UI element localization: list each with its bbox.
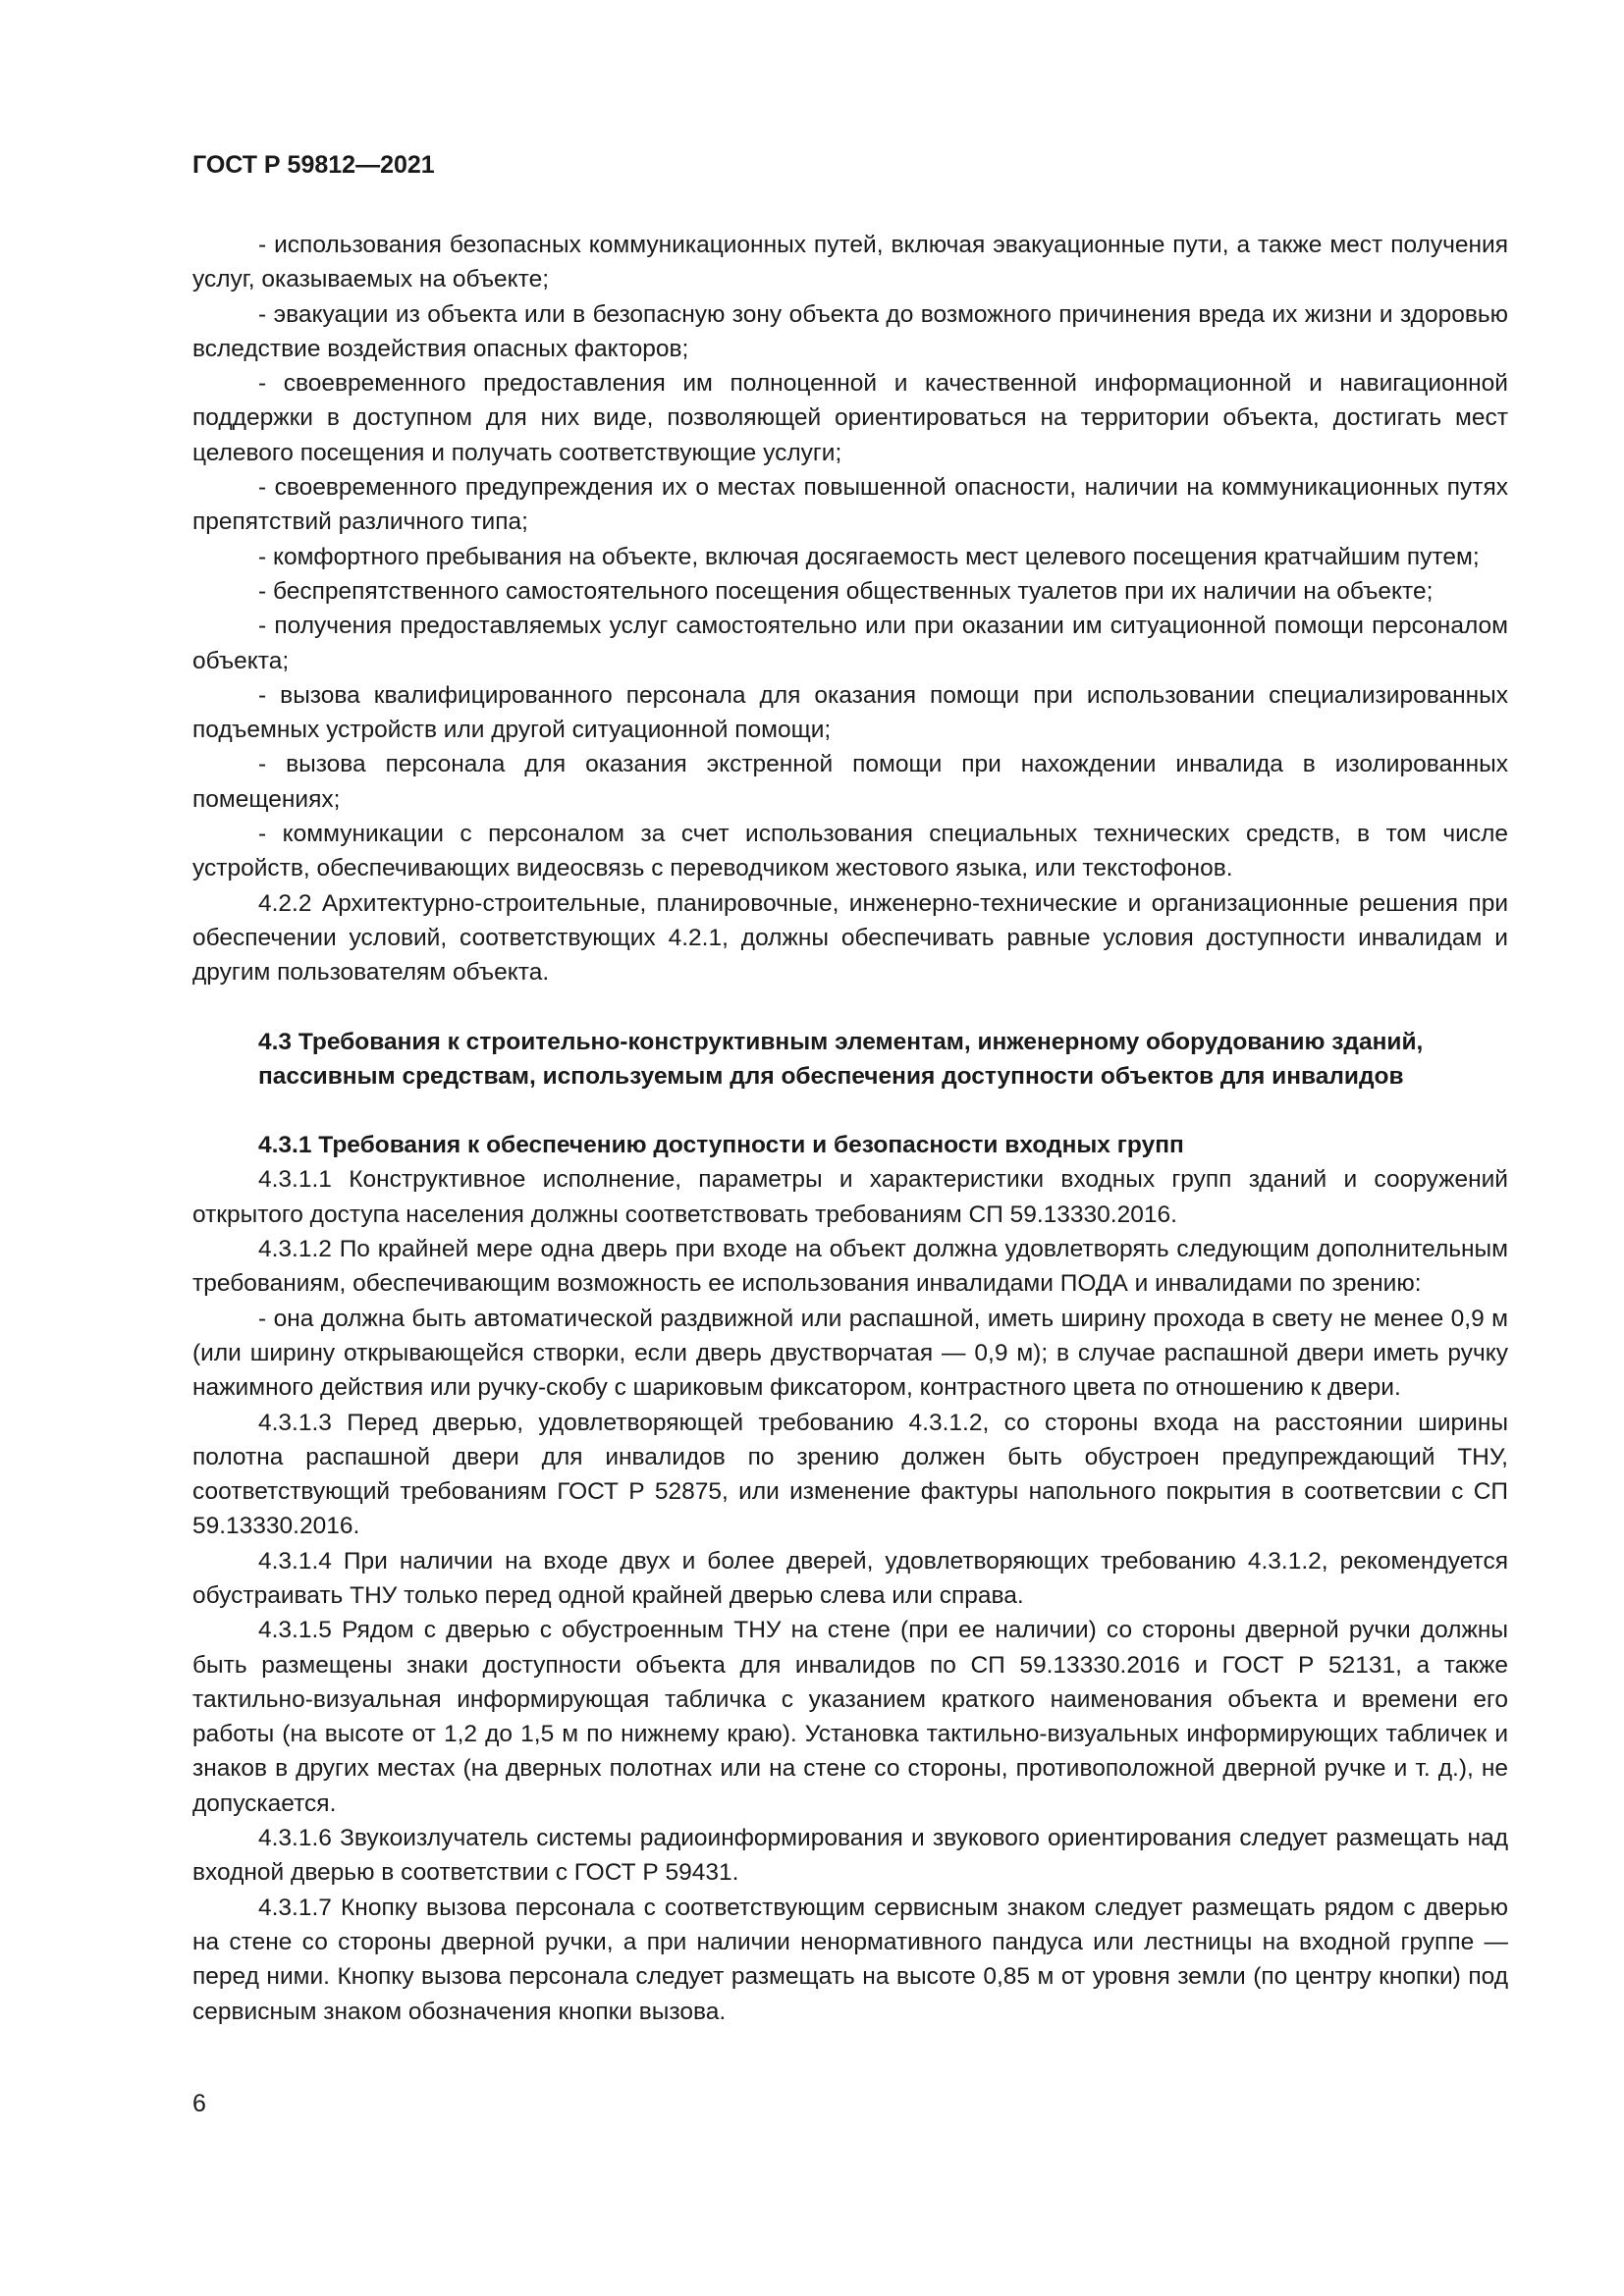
list-item-paragraph: - вызова персонала для оказания экстренной помощи при нахождении инвалида в изолированных помещениях; xyxy=(192,751,1508,813)
list-item-paragraph: - получения предоставляемых услуг самостоятельно или при оказании им ситуационной помощи персоналом объекта; xyxy=(192,613,1508,674)
list-item-paragraph: - использования безопасных коммуникационных путей, включая эвакуационные пути, а также мест получения услуг, оказываемых на объекте; xyxy=(192,232,1508,294)
list-item-paragraph: - беспрепятственного самостоятельного посещения общественных туалетов при их наличии на объекте; xyxy=(258,577,1434,605)
section-heading-4-3: 4.3 Требования к строительно-конструктивным элементам, инженерному оборудованию зданий, пассивным средствам, используемым для обеспечения доступности объектов для инвалидов xyxy=(258,1028,1424,1090)
subsection-heading-4-3-1: 4.3.1 Требования к обеспечению доступности и безопасности входных групп xyxy=(258,1132,1184,1159)
list-item-paragraph: - она должна быть автоматической раздвижной или распашной, иметь ширину прохода в свету не менее 0,9 м (или ширину открывающейся створки, если дверь двустворчатая — 0,9 м); в случае распашной двери иметь ручку нажимного действия или ручку-скобу с шариковым фиксатором, контрастного цвета по отношению к двери. xyxy=(192,1305,1508,1402)
list-item-paragraph: - своевременного предоставления им полноценной и качественной информационной и навигационной поддержки в доступном для них виде, позволяющей ориентироваться на территории объекта, достигать мест целевого посещения и получать соответствующие услуги; xyxy=(192,370,1508,466)
list-item-paragraph: - коммуникации с персоналом за счет использования специальных технических средств, в том числе устройств, обеспечивающих видеосвязь с переводчиком жестового языка, или текстофонов. xyxy=(192,821,1508,882)
clause-paragraph-4-3-1-2: 4.3.1.2 По крайней мере одна дверь при входе на объект должна удовлетворять следующим дополнительным требованиям, обеспечивающим возможность ее использования инвалидами ПОДА и инвалидами по зрению: xyxy=(192,1236,1508,1298)
list-item-paragraph: - эвакуации из объекта или в безопасную зону объекта до возможного причинения вреда их жизни и здоровью вследствие воздействия опасных факторов; xyxy=(192,300,1508,362)
clause-paragraph-4-3-1-4: 4.3.1.4 При наличии на входе двух и более дверей, удовлетворяющих требованию 4.3.1.2, рекомендуется обустраивать ТНУ только перед одной крайней дверью слева или справа. xyxy=(192,1547,1508,1609)
list-item-paragraph: - вызова квалифицированного персонала для оказания помощи при использовании специализированных подъемных устройств или другой ситуационной помощи; xyxy=(192,681,1508,744)
clause-paragraph-4-3-1-5: 4.3.1.5 Рядом с дверью с обустроенным ТНУ на стене (при ее наличии) со стороны дверной ручки должны быть размещены знаки доступности объекта для инвалидов по СП 59.13330.2016 и ГОСТ Р 52131, а также тактильно-визуальная информирующая табличка с указанием краткого наименования объекта и времени его работы (на высоте от 1,2 до 1,5 м по нижнему краю). Установка тактильно-визуальных информирующих табличек и знаков в других местах (на дверных полотнах или на стене со стороны, противоположной дверной ручке и т. д.), не допускается. xyxy=(192,1617,1508,1817)
clause-paragraph-4-2-2: 4.2.2 Архитектурно-строительные, планировочные, инженерно-технические и организационные решения при обеспечении условий, соответствующих 4.2.1, должны обеспечивать равные условия доступности инвалидам и другим пользователям объекта. xyxy=(192,889,1508,987)
list-item-paragraph: - комфортного пребывания на объекте, включая досягаемость мест целевого посещения кратчайшим путем; xyxy=(258,543,1480,570)
page-number: 6 xyxy=(192,2090,206,2117)
document-body xyxy=(192,228,1508,2029)
document-header-code: ГОСТ Р 59812—2021 xyxy=(192,151,435,179)
list-item-paragraph: - своевременного предупреждения их о местах повышенной опасности, наличии на коммуникационных путях препятствий различного типа; xyxy=(192,474,1508,536)
clause-paragraph-4-3-1-6: 4.3.1.6 Звукоизлучатель системы радиоинформирования и звукового ориентирования следует размещать над входной дверью в соответствии с ГОСТ Р 59431. xyxy=(192,1825,1508,1887)
clause-paragraph-4-3-1-7: 4.3.1.7 Кнопку вызова персонала с соответствующим сервисным знаком следует размещать рядом с дверью на стене со стороны дверной ручки, а при наличии ненормативного пандуса или лестницы на входной группе — перед ними. Кнопку вызова персонала следует размещать на высоте 0,85 м от уровня земли (по центру кнопки) под сервисным знаком обозначения кнопки вызова. xyxy=(192,1894,1508,2025)
document-page xyxy=(192,0,1508,2296)
clause-paragraph-4-3-1-3: 4.3.1.3 Перед дверью, удовлетворяющей требованию 4.3.1.2, со стороны входа на расстоянии ширины полотна распашной двери для инвалидов по зрению должен быть обустроен предупреждающий ТНУ, соответствующий требованиям ГОСТ Р 52875, или изменение фактуры напольного покрытия в соответсвии с СП 59.13330.2016. xyxy=(192,1409,1508,1540)
clause-paragraph-4-3-1-1: 4.3.1.1 Конструктивное исполнение, параметры и характеристики входных групп зданий и сооружений открытого доступа населения должны соответствовать требованиям СП 59.13330.2016. xyxy=(192,1166,1508,1228)
